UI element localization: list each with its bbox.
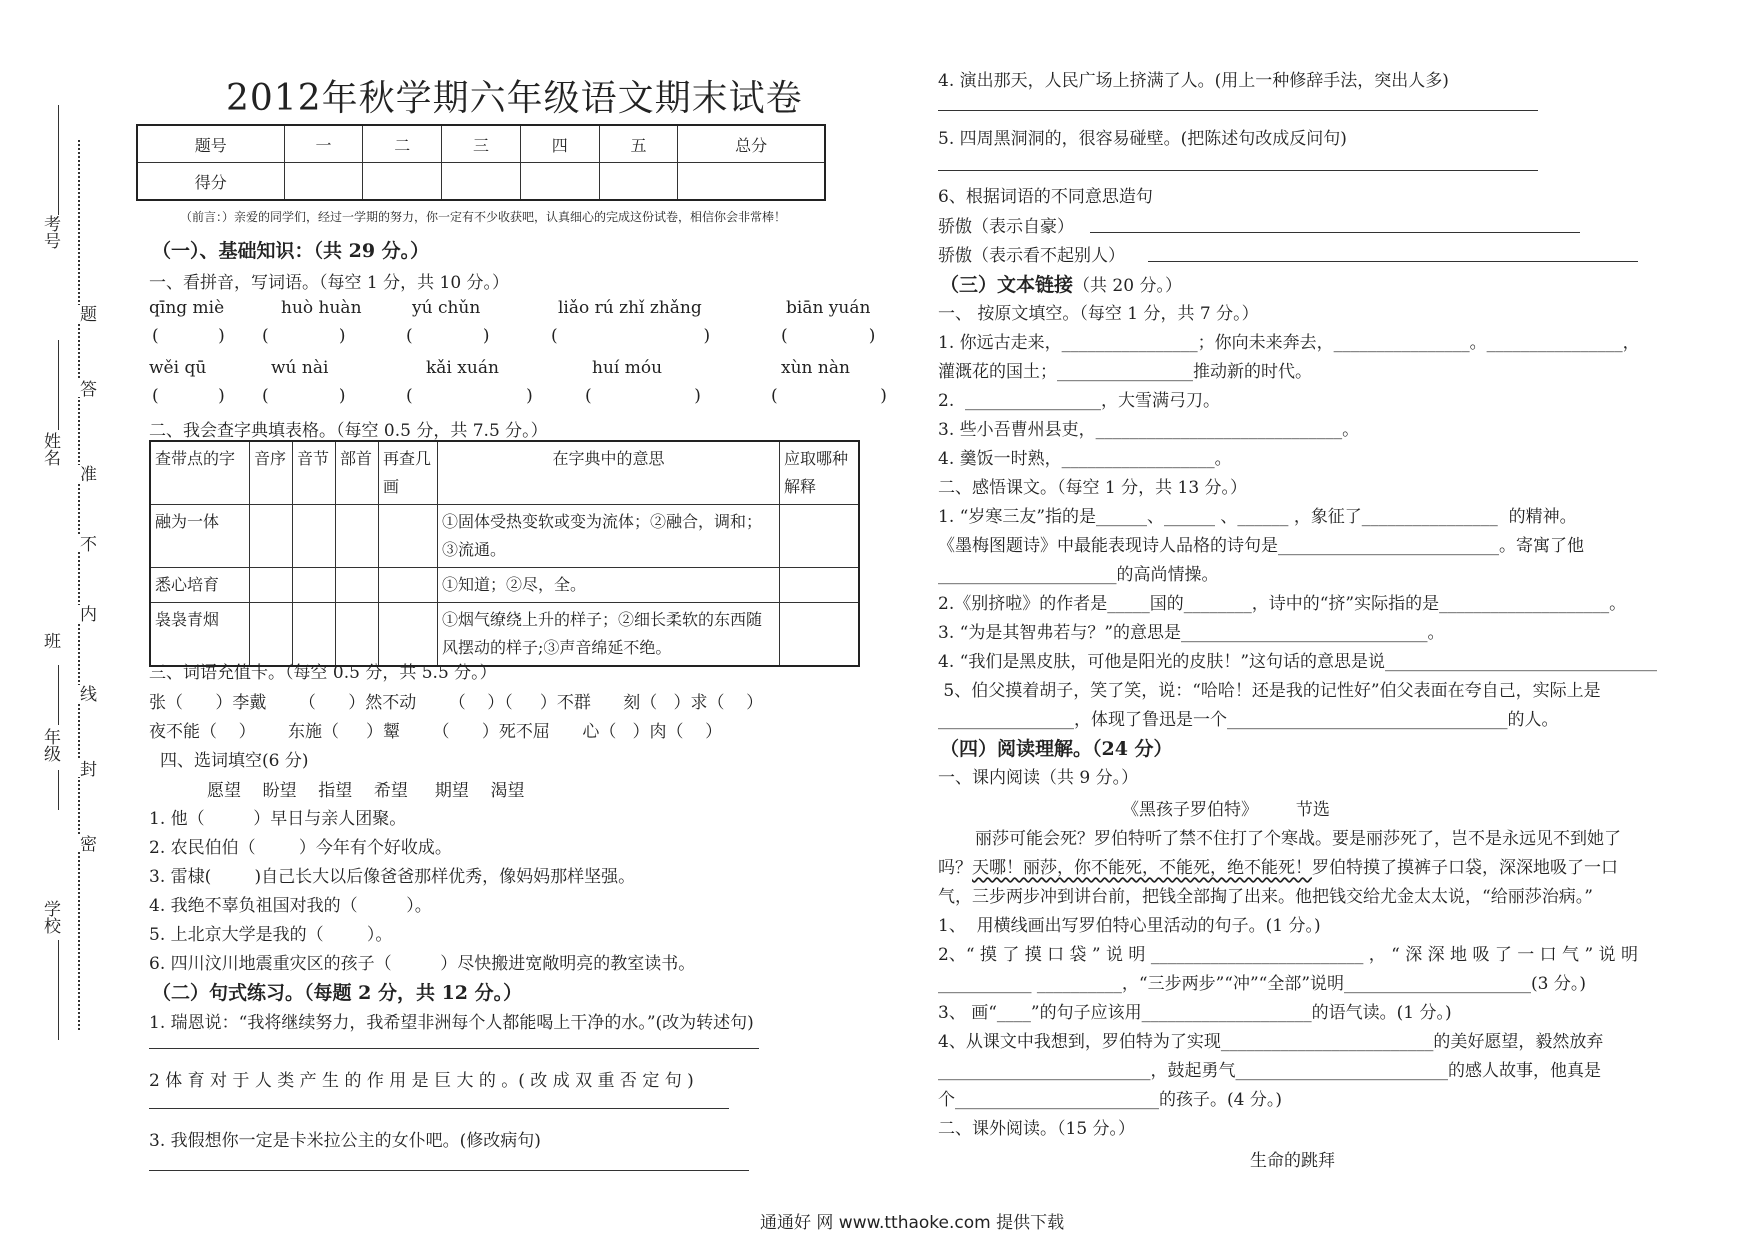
dict-answer-cell[interactable] bbox=[250, 568, 293, 603]
dict-header-cell: 再查几画 bbox=[379, 441, 438, 505]
answer-blank[interactable]: ( ) bbox=[406, 326, 490, 346]
score-cell[interactable] bbox=[599, 163, 678, 201]
dict-header-cell: 应取哪种解释 bbox=[780, 441, 860, 505]
section-sentence-practice: （二）句式练习。（每题 2 分，共 12 分。） bbox=[152, 982, 523, 1004]
list-item: 4. “我们是黑皮肤，可他是阳光的皮肤！”这句话的意思是说________________________________ bbox=[938, 652, 1658, 672]
sentence-prompt: 骄傲（表示看不起别人） bbox=[938, 246, 1125, 266]
answer-blank[interactable]: ( ) bbox=[262, 326, 346, 346]
dict-word: 悉心培育 bbox=[150, 568, 250, 603]
dict-header-cell: 在字典中的意思 bbox=[438, 441, 780, 505]
answer-line[interactable] bbox=[1148, 261, 1638, 262]
seal-char: 题 bbox=[74, 305, 99, 322]
answer-blank[interactable]: ( ) bbox=[551, 326, 711, 346]
reading-paragraph-line bbox=[938, 853, 1618, 878]
dict-word: 袅袅青烟 bbox=[150, 603, 250, 667]
list-item: 3. 雷棣( )自己长大以后像爸爸那样优秀，像妈妈那样坚强。 bbox=[149, 867, 636, 887]
dict-answer-cell[interactable] bbox=[336, 603, 379, 667]
dictionary-header-row bbox=[150, 441, 859, 505]
score-table bbox=[136, 124, 826, 201]
list-item: 4. 羹饭一时熟，__________________。 bbox=[938, 449, 1232, 469]
idiom-fill-row-2: 夜不能（ ） 东施（ ）颦 （ ）死不屈 心（ ）肉（ ） bbox=[149, 722, 723, 742]
list-item: 灌溉花的国土；________________推动新的时代。 bbox=[938, 362, 1312, 382]
list-item: 2、“ 摸 了 摸 口 袋 ” 说 明 _________________________ ， “ 深 深 地 吸 了 一 口 气 ” 说 明 bbox=[938, 945, 1638, 965]
score-header-cell: 五 bbox=[599, 125, 678, 163]
binding-label-exam-no: 考号 bbox=[40, 215, 60, 249]
seal-char: 不 bbox=[74, 535, 99, 552]
list-item: 1. 瑞恩说：“我将继续努力，我希望非洲每个人都能喝上干净的水。”(改为转述句) bbox=[149, 1013, 754, 1033]
pinyin: qīng miè bbox=[149, 298, 225, 318]
dict-header-cell: 音节 bbox=[293, 441, 336, 505]
list-item: 4、从课文中我想到，罗伯特为了实现_________________________的美好愿望，毅然放弃 bbox=[938, 1032, 1604, 1052]
dict-meaning: ①烟气缭绕上升的样子；②细长柔软的东西随风摆动的样子;③声音绵延不绝。 bbox=[438, 603, 780, 667]
binding-label-class: 班 bbox=[40, 632, 60, 649]
dict-header-cell: 音序 bbox=[250, 441, 293, 505]
list-item: 5、伯父摸着胡子，笑了笑，说：“哈哈！还是我的记性好”伯父表面在夸自己，实际上是 bbox=[938, 681, 1601, 701]
reading-text: 吗？ bbox=[938, 858, 972, 878]
dict-answer-cell[interactable] bbox=[250, 505, 293, 568]
dict-answer-cell[interactable] bbox=[379, 568, 438, 603]
exam-number-line bbox=[58, 105, 59, 215]
pinyin: huí móu bbox=[592, 358, 663, 378]
dict-answer-cell[interactable] bbox=[293, 603, 336, 667]
reading-text: 罗伯特摸了摸裤子口袋，深深地吸了一口 bbox=[1312, 858, 1618, 878]
dict-answer-cell[interactable] bbox=[336, 568, 379, 603]
score-row-label: 得分 bbox=[137, 163, 284, 201]
answer-blank[interactable]: ( ) bbox=[771, 386, 887, 406]
list-item: 2 体 育 对 于 人 类 产 生 的 作 用 是 巨 大 的 。( 改 成 双 重 否 定 句 ) bbox=[149, 1071, 694, 1091]
q-extra-reading-heading: 二、课外阅读。（15 分。） bbox=[938, 1119, 1136, 1139]
score-header-cell: 一 bbox=[284, 125, 363, 163]
section-reading: （四）阅读理解。（24 分） bbox=[940, 738, 1173, 760]
answer-line[interactable] bbox=[938, 170, 1538, 171]
school-line bbox=[58, 940, 59, 1040]
answer-line[interactable] bbox=[149, 1108, 729, 1109]
dict-header-cell: 查带点的字 bbox=[150, 441, 250, 505]
dict-header-cell: 部首 bbox=[336, 441, 379, 505]
reading-paragraph-line: 气，三步两步冲到讲台前，把钱全部掏了出来。他把钱交给尤金太太说，“给丽莎治病。” bbox=[938, 887, 1593, 907]
idiom-fill-row-1: 张（ ）李戴 （ ）然不动 （ ）（ ）不群 刻（ ）求（ ） bbox=[149, 693, 764, 713]
dict-meaning: ①知道；②尽，全。 bbox=[438, 568, 780, 603]
q-idiom-heading: 三、词语充值卡。（每空 0.5 分，共 5.5 分。） bbox=[149, 663, 497, 683]
reading-paragraph-line: 丽莎可能会死？罗伯特听了禁不住打了个寒战。要是丽莎死了，岂不是永远见不到她了 bbox=[975, 829, 1621, 849]
sentence-prompt: 骄傲（表示自豪） bbox=[938, 217, 1074, 237]
answer-line[interactable] bbox=[938, 110, 1538, 111]
answer-blank[interactable]: ( ) bbox=[152, 326, 225, 346]
dict-meaning: ①固体受热变软或变为流体；②融合，调和；③流通。 bbox=[438, 505, 780, 568]
list-item: 2. 农民伯伯（ ）今年有个好收成。 bbox=[149, 838, 452, 858]
list-item: 3. 些小吾曹州县吏，_____________________________。 bbox=[938, 420, 1360, 440]
answer-blank[interactable]: ( ) bbox=[585, 386, 701, 406]
seal-char: 密 bbox=[74, 835, 99, 852]
list-item: _________________________，鼓起勇气_________________________的感人故事，他真是 bbox=[938, 1061, 1601, 1081]
section-text-link-score: （共 20 分。） bbox=[1073, 276, 1182, 296]
dict-answer-cell[interactable] bbox=[780, 568, 860, 603]
seal-char: 准 bbox=[74, 465, 99, 482]
dict-answer-cell[interactable] bbox=[250, 603, 293, 667]
seal-char: 答 bbox=[74, 380, 99, 397]
q-dictionary-heading: 二、我会查字典填表格。（每空 0.5 分，共 7.5 分。） bbox=[149, 421, 548, 441]
preface: （前言：）亲爱的同学们，经过一学期的努力，你一定有不少收获吧，认真细心的完成这份试卷，相信你会非常棒！ bbox=[180, 210, 787, 224]
section-basic-knowledge: （一）、基础知识：（共 29 分。） bbox=[152, 240, 430, 262]
list-item: 1. “岁寒三友”指的是______、______ 、______ ，象征了________________ 的精神。 bbox=[938, 507, 1577, 527]
footer-download-note: 通通好 网 www.tthaoke.com 提供下载 bbox=[760, 1213, 1065, 1233]
q-word-choice-heading: 四、选词填空(6 分) bbox=[160, 751, 309, 771]
list-item: 1. 他（ ）早日与亲人团聚。 bbox=[149, 809, 407, 829]
answer-blank[interactable]: ( ) bbox=[406, 386, 533, 406]
table-row bbox=[150, 603, 859, 667]
word-choices: 愿望 盼望 指望 希望 期望 渴望 bbox=[207, 781, 525, 801]
dict-answer-cell[interactable] bbox=[293, 568, 336, 603]
dict-answer-cell[interactable] bbox=[780, 603, 860, 667]
pinyin: liǎo rú zhǐ zhǎng bbox=[558, 298, 702, 318]
list-item: 4. 我绝不辜负祖国对我的（ ）。 bbox=[149, 896, 432, 916]
section-text-link: （三）文本链接 bbox=[940, 274, 1074, 296]
q-fill-original-heading: 一、 按原文填空。（每空 1 分，共 7 分。） bbox=[938, 304, 1259, 324]
list-item: 6、根据词语的不同意思造句 bbox=[938, 187, 1153, 207]
pinyin: wú nài bbox=[271, 358, 329, 378]
answer-line[interactable] bbox=[1090, 232, 1580, 233]
list-item: 个________________________的孩子。(4 分。) bbox=[938, 1090, 1282, 1110]
dict-answer-cell[interactable] bbox=[379, 505, 438, 568]
list-item: 2.《别挤啦》的作者是_____国的________，诗中的“挤”实际指的是____________________。 bbox=[938, 594, 1627, 614]
score-table-header-row bbox=[137, 125, 825, 163]
wavy-underlined-sentence: 天哪！丽莎，你不能死，不能死，绝不能死！ bbox=[972, 858, 1312, 878]
binding-label-name: 姓名 bbox=[40, 432, 60, 466]
score-cell[interactable] bbox=[284, 163, 363, 201]
grade-line bbox=[58, 770, 59, 810]
score-header-cell: 题号 bbox=[137, 125, 284, 163]
binding-label-school: 学校 bbox=[40, 900, 60, 934]
binding-label-grade: 年级 bbox=[40, 728, 60, 762]
list-item: ________________，体现了鲁迅是一个_________________________________的人。 bbox=[938, 710, 1559, 730]
list-item: 3. “为是其智弗若与？”的意思是_____________________________。 bbox=[938, 623, 1445, 643]
score-header-cell: 二 bbox=[363, 125, 442, 163]
score-cell[interactable] bbox=[363, 163, 442, 201]
dict-answer-cell[interactable] bbox=[379, 603, 438, 667]
score-cell[interactable] bbox=[678, 163, 825, 201]
answer-blank[interactable]: ( ) bbox=[152, 386, 225, 406]
dict-answer-cell[interactable] bbox=[336, 505, 379, 568]
list-item: 1. 你远古走来，________________；你向未来奔去，________________。________________， bbox=[938, 333, 1640, 353]
list-item: 5. 四周黑洞洞的，很容易碰壁。(把陈述句改成反问句) bbox=[938, 129, 1347, 149]
seal-char: 封 bbox=[74, 760, 99, 777]
page-title: 2012年秋学期六年级语文期末试卷 bbox=[226, 78, 803, 119]
dict-answer-cell[interactable] bbox=[293, 505, 336, 568]
pinyin: kǎi xuán bbox=[426, 358, 499, 378]
list-item: 3. 我假想你一定是卡米拉公主的女仆吧。(修改病句) bbox=[149, 1131, 541, 1151]
score-cell[interactable] bbox=[520, 163, 599, 201]
list-item: 3、 画“____”的句子应该用____________________的语气读。(1 分。) bbox=[938, 1003, 1452, 1023]
table-row bbox=[150, 568, 859, 603]
score-cell[interactable] bbox=[442, 163, 521, 201]
list-item: 2. ________________，大雪满弓刀。 bbox=[938, 391, 1221, 411]
q-in-class-reading-heading: 一、课内阅读（共 9 分。） bbox=[938, 768, 1139, 788]
answer-line[interactable] bbox=[149, 1170, 749, 1171]
name-line bbox=[58, 340, 59, 430]
reading-title: 《黑孩子罗伯特》 节选 bbox=[1122, 800, 1330, 820]
list-item: 5. 上北京大学是我的（ ）。 bbox=[149, 925, 393, 945]
score-header-cell: 总分 bbox=[678, 125, 825, 163]
list-item: 6. 四川汶川地震重灾区的孩子（ ）尽快搬进宽敞明亮的教室读书。 bbox=[149, 954, 696, 974]
answer-blank[interactable]: ( ) bbox=[781, 326, 876, 346]
pinyin: yú chǔn bbox=[412, 298, 481, 318]
q-comprehension-heading: 二、感悟课文。（每空 1 分，共 13 分。） bbox=[938, 478, 1248, 498]
list-item: 4. 演出那天，人民广场上挤满了人。(用上一种修辞手法，突出人多) bbox=[938, 71, 1449, 91]
table-row bbox=[150, 505, 859, 568]
pinyin: huò huàn bbox=[281, 298, 362, 318]
pinyin: biān yuán bbox=[786, 298, 871, 318]
seal-char: 线 bbox=[74, 685, 99, 702]
seal-dotted-line bbox=[78, 140, 80, 1030]
answer-line[interactable] bbox=[149, 1048, 759, 1049]
section-text-link-wrap bbox=[940, 270, 1182, 297]
extra-reading-title: 生命的跳拜 bbox=[1250, 1151, 1335, 1171]
q-pinyin-heading: 一、看拼音，写词语。（每空 1 分，共 10 分。） bbox=[149, 273, 510, 293]
list-item: 1、 用横线画出写罗伯特心里活动的句子。(1 分。) bbox=[938, 916, 1321, 936]
class-line bbox=[58, 665, 59, 725]
dict-word: 融为一体 bbox=[150, 505, 250, 568]
list-item: _____________________的高尚情操。 bbox=[938, 565, 1219, 585]
score-header-cell: 四 bbox=[520, 125, 599, 163]
dict-answer-cell[interactable] bbox=[780, 505, 860, 568]
list-item: 《墨梅图题诗》中最能表现诗人品格的诗句是__________________________。寄寓了他 bbox=[938, 536, 1584, 556]
score-table-score-row bbox=[137, 163, 825, 201]
score-header-cell: 三 bbox=[442, 125, 521, 163]
pinyin: wěi qū bbox=[149, 358, 207, 378]
dictionary-table bbox=[149, 440, 860, 667]
seal-char: 内 bbox=[74, 605, 99, 622]
answer-blank[interactable]: ( ) bbox=[262, 386, 346, 406]
list-item: ___________ __________，“三步两步”“冲”“全部”说明______________________(3 分。) bbox=[938, 974, 1587, 994]
pinyin: xùn nàn bbox=[781, 358, 850, 378]
